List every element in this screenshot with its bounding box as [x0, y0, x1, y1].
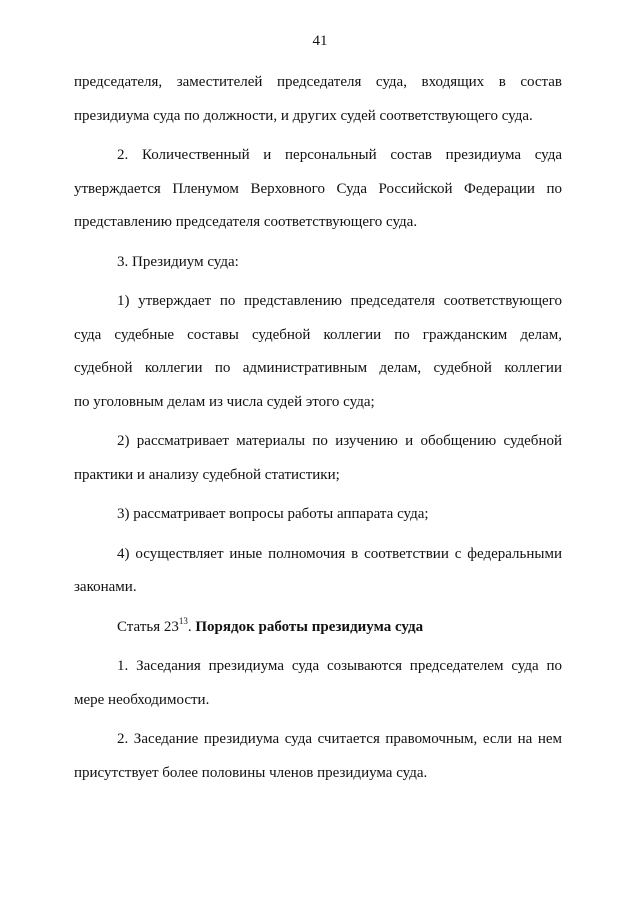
paragraph [74, 650, 562, 717]
article-dot: . [187, 618, 196, 635]
text-line: 1) утверждает по представлению председателя соответствующего [117, 293, 562, 309]
text-line: суда судебные составы судебной коллегии по гражданским делам, [74, 326, 562, 343]
article-heading [74, 611, 562, 645]
paragraph [74, 538, 562, 605]
paragraph [74, 425, 562, 492]
text-line: 2) рассматривает материалы по изучению и обобщению судебной [117, 433, 562, 449]
text-line: мере необходимости. [74, 691, 210, 708]
text-line: 4) осуществляет иные полномочия в соответствии с федеральными [117, 545, 562, 562]
article-title: Порядок работы президиума суда [195, 618, 424, 635]
text-line: 2. Количественный и персональный состав президиума суда [117, 147, 562, 163]
text-line: президиума суда по должности, и других судей соответствующего суда. [74, 107, 533, 124]
text-line: председателя, заместителей председателя суда, входящих в состав [74, 74, 562, 90]
text-line: 1. Заседания президиума суда созываются председателем суда по [117, 658, 562, 674]
paragraph [74, 285, 562, 419]
text-line: утверждается Пленумом Верховного Суда Российской Федерации по [74, 180, 562, 197]
text-line: по уголовным делам из числа судей этого суда; [74, 393, 375, 410]
paragraph [74, 723, 562, 790]
article-number-superscript: 13 [178, 615, 188, 626]
page-number: 41 [312, 33, 328, 49]
paragraph [74, 139, 562, 240]
paragraph [74, 66, 562, 133]
document-body [74, 66, 562, 790]
paragraph [74, 246, 562, 280]
text-line: 2. Заседание президиума суда считается правомочным, если на нем [117, 731, 562, 747]
article-prefix: Статья 23 [117, 618, 179, 635]
paragraph [74, 498, 562, 532]
text-line: 3. Президиум суда: [117, 253, 239, 270]
text-line: присутствует более половины членов президиума суда. [74, 764, 428, 781]
text-line: 3) рассматривает вопросы работы аппарата суда; [117, 506, 429, 522]
text-line: судебной коллегии по административным делам, судебной коллегии [74, 360, 562, 376]
text-line: законами. [74, 579, 137, 595]
text-line: практики и анализу судебной статистики; [74, 466, 340, 483]
text-line: представлению председателя соответствующего суда. [74, 214, 418, 230]
